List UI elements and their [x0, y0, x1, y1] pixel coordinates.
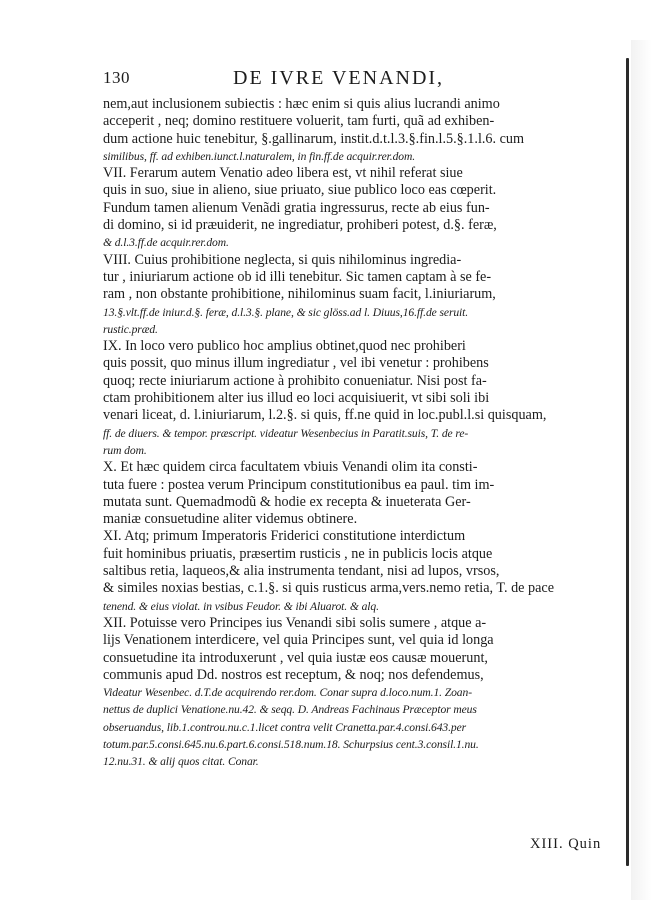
text-line: rustic.præd. [103, 322, 158, 336]
text-line: lijs Venationem interdicere, vel quia Principes sunt, vel quia id longa [103, 632, 494, 649]
text-line: tuta fuere : postea verum Principum constitutionibus ea paul. tim im- [103, 476, 495, 493]
page-number: 130 [103, 68, 130, 87]
text-line: fuit hominibus priuatis, præsertim rusticis , ne in publicis locis atque [103, 545, 493, 562]
text-line: ff. de diuers. & tempor. præscript. videatur Wesenbecius in Paratit.suis, T. de re- [103, 426, 469, 440]
text-line: acceperit , neq; domino restituere voluerit, tam furti, quã ad exhiben- [103, 113, 495, 130]
text-line: totum.par.5.consi.645.nu.6.part.6.consi.518.num.18. Schurpsius cent.3.consil.1.nu. [103, 737, 479, 751]
text-line: ctam prohibitionem alter ius illud eo loci acquisiuerit, vt sibi soli ibi [103, 390, 490, 407]
text-line: XI. Atq; primum Imperatoris Friderici constitutione interdictum [103, 528, 466, 545]
text-line: mutata sunt. Quemadmodũ & hodie ex recepta & inueterata Ger- [103, 493, 471, 510]
page-edge-line [626, 58, 629, 866]
text-line: 12.nu.31. & alij quos citat. Conar. [103, 755, 259, 769]
body-text [103, 96, 621, 771]
text-line: Fundum tamen alienum Venãdi gratia ingressurus, recte ab eius fun- [103, 199, 490, 216]
text-line: quis possit, quo minus illum ingrediatur , vel ibi venetur : prohibens [103, 355, 489, 372]
text-line: VII. Ferarum autem Venatio adeo libera est, vt nihil referat siue [103, 165, 463, 182]
text-line: di domino, si id præuiderit, ne ingrediatur, prohiberi potest, d.§. feræ, [103, 217, 497, 234]
text-line: X. Et hæc quidem circa facultatem vbiuis Venandi olim ita consti- [103, 459, 478, 476]
text-line: saltibus retia, laqueos,& alia instrumenta tendant, nisi ad lupos, vrsos, [103, 563, 500, 580]
catchword: XIII. Quin [530, 836, 602, 852]
text-line: Videatur Wesenbec. d.T.de acquirendo rer.dom. Conar supra d.loco.num.1. Zoan- [103, 686, 472, 700]
text-line: 13.§.vlt.ff.de iniur.d.§. feræ, d.l.3.§. plane, & sic glöss.ad l. Diuus,16.ff.de seruit. [103, 305, 469, 319]
text-line: obseruandus, lib.1.controu.nu.c.1.licet contra velit Cranetta.par.4.consi.643.per [103, 720, 467, 734]
text-line: venari liceat, d. l.iniuriarum, l.2.§. si quis, ff.ne quid in loc.publ.l.si quisquam, [103, 407, 547, 424]
text-line: ram , non obstante prohibitione, nihilominus suam facit, l.iniuriarum, [103, 286, 496, 303]
text-line: IX. In loco vero publico hoc amplius obtinet,quod nec prohiberi [103, 338, 466, 355]
text-line: quis in suo, siue in alieno, siue priuato, siue publico loco eas cœperit. [103, 182, 497, 199]
text-line: tenend. & eius violat. in vsibus Feudor. & ibi Aluarot. & alq. [103, 599, 379, 613]
text-line: similibus, ff. ad exhiben.iunct.l.naturalem, in fin.ff.de acquir.rer.dom. [103, 149, 416, 163]
text-line: XII. Potuisse vero Principes ius Venandi sibi solis sumere , atque a- [103, 614, 487, 631]
text-line: dum actione huic tenebitur, §.gallinarum, instit.d.t.l.3.§.fin.l.5.§.1.l.6. cum [103, 130, 525, 147]
page-header [103, 68, 623, 96]
text-line: communis apud Dd. nostros est receptum, & noq; nos defendemus, [103, 666, 484, 683]
page-edge-shadow [631, 40, 652, 900]
text-line: maniæ consuetudine aliter videmus obtinere. [103, 511, 358, 528]
text-line: nem,aut inclusionem subiectis : hæc enim si quis alius lucrandi animo [103, 96, 500, 112]
text-line: & d.l.3.ff.de acquir.rer.dom. [103, 236, 229, 250]
text-line: quoq; recte iniuriarum actione à prohibito conueniatur. Nisi post fa- [103, 372, 487, 389]
text-line: tur , iniuriarum actione ob id illi tenebitur. Sic tamen captam à se fe- [103, 268, 492, 285]
running-head: DE IVRE VENANDI, [233, 67, 445, 89]
text-line: VIII. Cuius prohibitione neglecta, si quis nihilominus ingredia- [103, 251, 462, 268]
text-line: rum dom. [103, 443, 147, 457]
text-line: & similes noxias bestias, c.1.§. si quis rusticus arma,vers.nemo retia, T. de pace [103, 580, 555, 597]
text-line: nettus de duplici Venatione.nu.42. & seqq. D. Andreas Fachinaus Præceptor meus [103, 703, 477, 717]
text-line: consuetudine ita introduxerunt , vel quia iustæ eos causæ mouerunt, [103, 649, 488, 666]
